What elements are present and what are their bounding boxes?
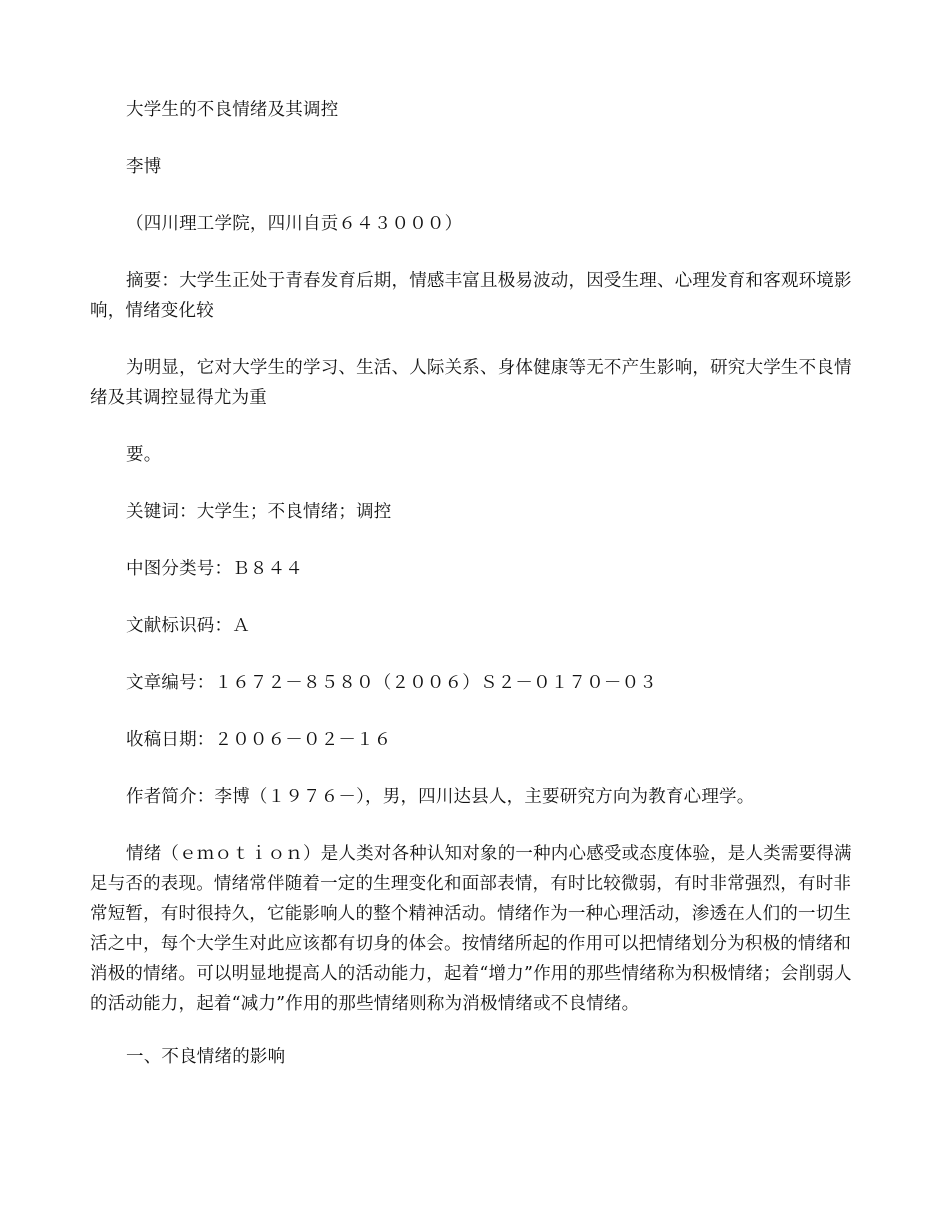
received-date: 收稿日期：２００６－０２－１６ [126,730,392,750]
document-code: 文献标识码：Ａ [126,616,250,636]
abstract-part-1: 摘要：大学生正处于青春发育后期，情感丰富且极易波动，因受生理、心理发育和客观环境影响，情绪变化较 [90,271,852,321]
author-affiliation: （四川理工学院，四川自贡６４３０００） [126,214,463,234]
clc-number: 中图分类号：Ｂ８４４ [126,559,303,579]
section-heading: 一、不良情绪的影响 [126,1047,286,1067]
keywords: 关键词：大学生；不良情绪；调控 [126,502,392,522]
author-bio: 作者简介：李博（１９７６－），男，四川达县人，主要研究方向为教育心理学。 [126,787,755,807]
article-number: 文章编号：１６７２－８５８０（２００６）Ｓ２－０１７０－０３ [126,673,657,693]
abstract-part-2: 为明显，它对大学生的学习、生活、人际关系、身体健康等无不产生影响，研究大学生不良情绪及其调控显得尤为重 [90,358,852,408]
article-title: 大学生的不良情绪及其调控 [126,100,339,120]
document-page [90,95,860,1099]
abstract-part-3: 要。 [126,445,162,465]
author-name: 李博 [126,157,162,177]
body-paragraph: 情绪（ｅｍｏｔｉｏｎ）是人类对各种认知对象的一种内心感受或态度体验，是人类需要得满足与否的表现。情绪常伴随着一定的生理变化和面部表情，有时比较微弱，有时非常强烈，有时非常短暂，有时很持久，它能影响人的整个精神活动。情绪作为一种心理活动，渗透在人们的一切生活之中，每个大学生对此应该都有切身的体会。按情绪所起的作用可以把情绪划分为积极的情绪和消极的情绪。可以明显地提高人的活动能力，起着“增力”作用的那些情绪称为积极情绪；会削弱人的活动能力，起着“减力”作用的那些情绪则称为消极情绪或不良情绪。 [90,844,852,1014]
